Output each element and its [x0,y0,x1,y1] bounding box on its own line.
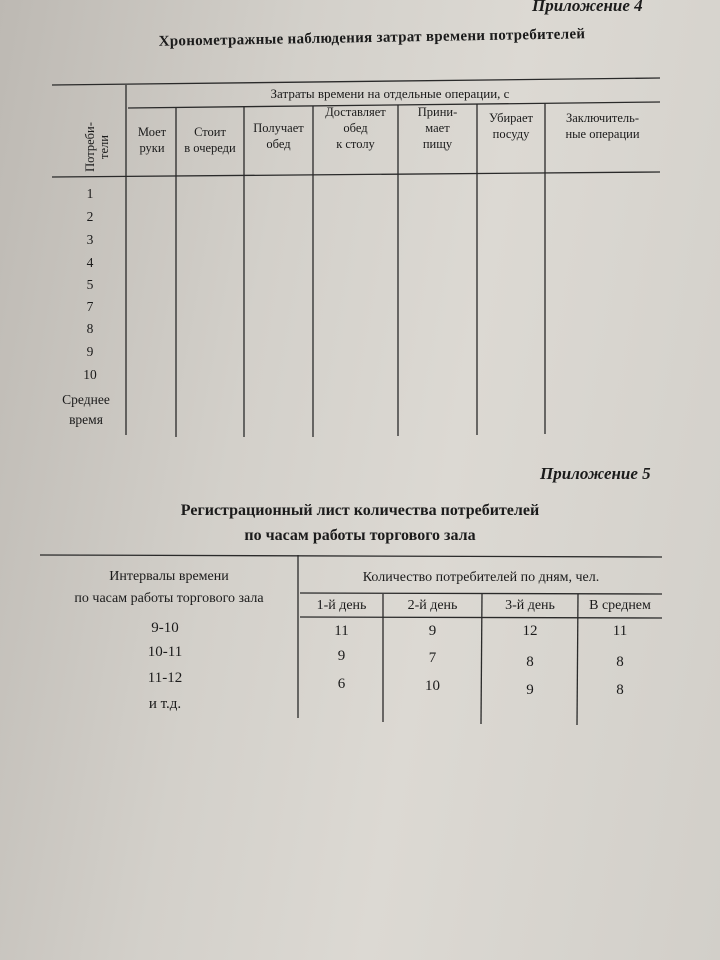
time-costs-group-header: Затраты времени на отдельные операции, с [270,86,510,101]
count-cell: 8 [616,654,624,670]
count-cell: 12 [522,623,538,639]
col-header-eat: Прини- мает пищу [417,105,458,151]
appendix-5-label: Приложение 5 [540,464,651,483]
appendix-4-label: Приложение 4 [532,0,643,15]
col-header-wash-hands: Моет руки [137,125,167,155]
row-label-2: 2 [86,209,94,224]
row-label-9: 9 [86,344,94,359]
col-header-queue: Стоит в очереди [184,125,236,155]
count-cell: 11 [334,623,349,639]
count-cell: 10 [425,678,440,694]
consumers-column-header: Потреби- тели [83,122,111,172]
row-label-7: 7 [86,299,94,314]
interval-header: Интервалы времени по часам работы торгового зала [74,569,264,606]
row-label-10: 10 [83,367,97,382]
count-cell: 9 [526,682,534,698]
day-header-1: 1-й день [316,598,367,613]
count-cell: 8 [526,654,534,670]
day-header-average: В среднем [589,598,651,613]
col-header-clear-dishes: Убирает посуду [489,111,533,141]
col-header-final-operations: Заключитель- ные операции [565,111,640,141]
appendix-5-title-line2: по часам работы торгового зала [244,527,476,544]
count-cell: 9 [428,623,437,639]
appendix-5-title-line1: Регистрационный лист количества потребителей [180,502,540,519]
count-cell: 6 [337,676,346,692]
appendix-4-title: Хронометражные наблюдения затрат времени потребителей [158,26,586,50]
row-label-1: 1 [86,186,94,201]
col-header-receive-lunch: Получает обед [253,121,304,151]
count-cell: 11 [612,623,628,639]
row-label-3: 3 [86,232,94,247]
row-label-5: 5 [86,277,94,292]
day-header-2: 2-й день [407,598,458,613]
col-header-deliver-lunch: Доставляет обед к столу [325,105,386,151]
count-cell: 7 [428,650,437,666]
interval-cell: 9-10 [151,620,179,636]
row-label-4: 4 [86,255,94,270]
row-label-8: 8 [86,321,94,336]
interval-cell: 10-11 [147,644,183,660]
consumer-count-header: Количество потребителей по дням, чел. [362,570,600,585]
interval-cell: и т.д. [148,696,182,712]
count-cell: 8 [616,682,624,698]
count-cell: 9 [337,648,346,664]
average-time-label: Среднее время [62,392,110,427]
interval-cell: 11-12 [147,670,183,686]
day-header-3: 3-й день [505,598,555,613]
